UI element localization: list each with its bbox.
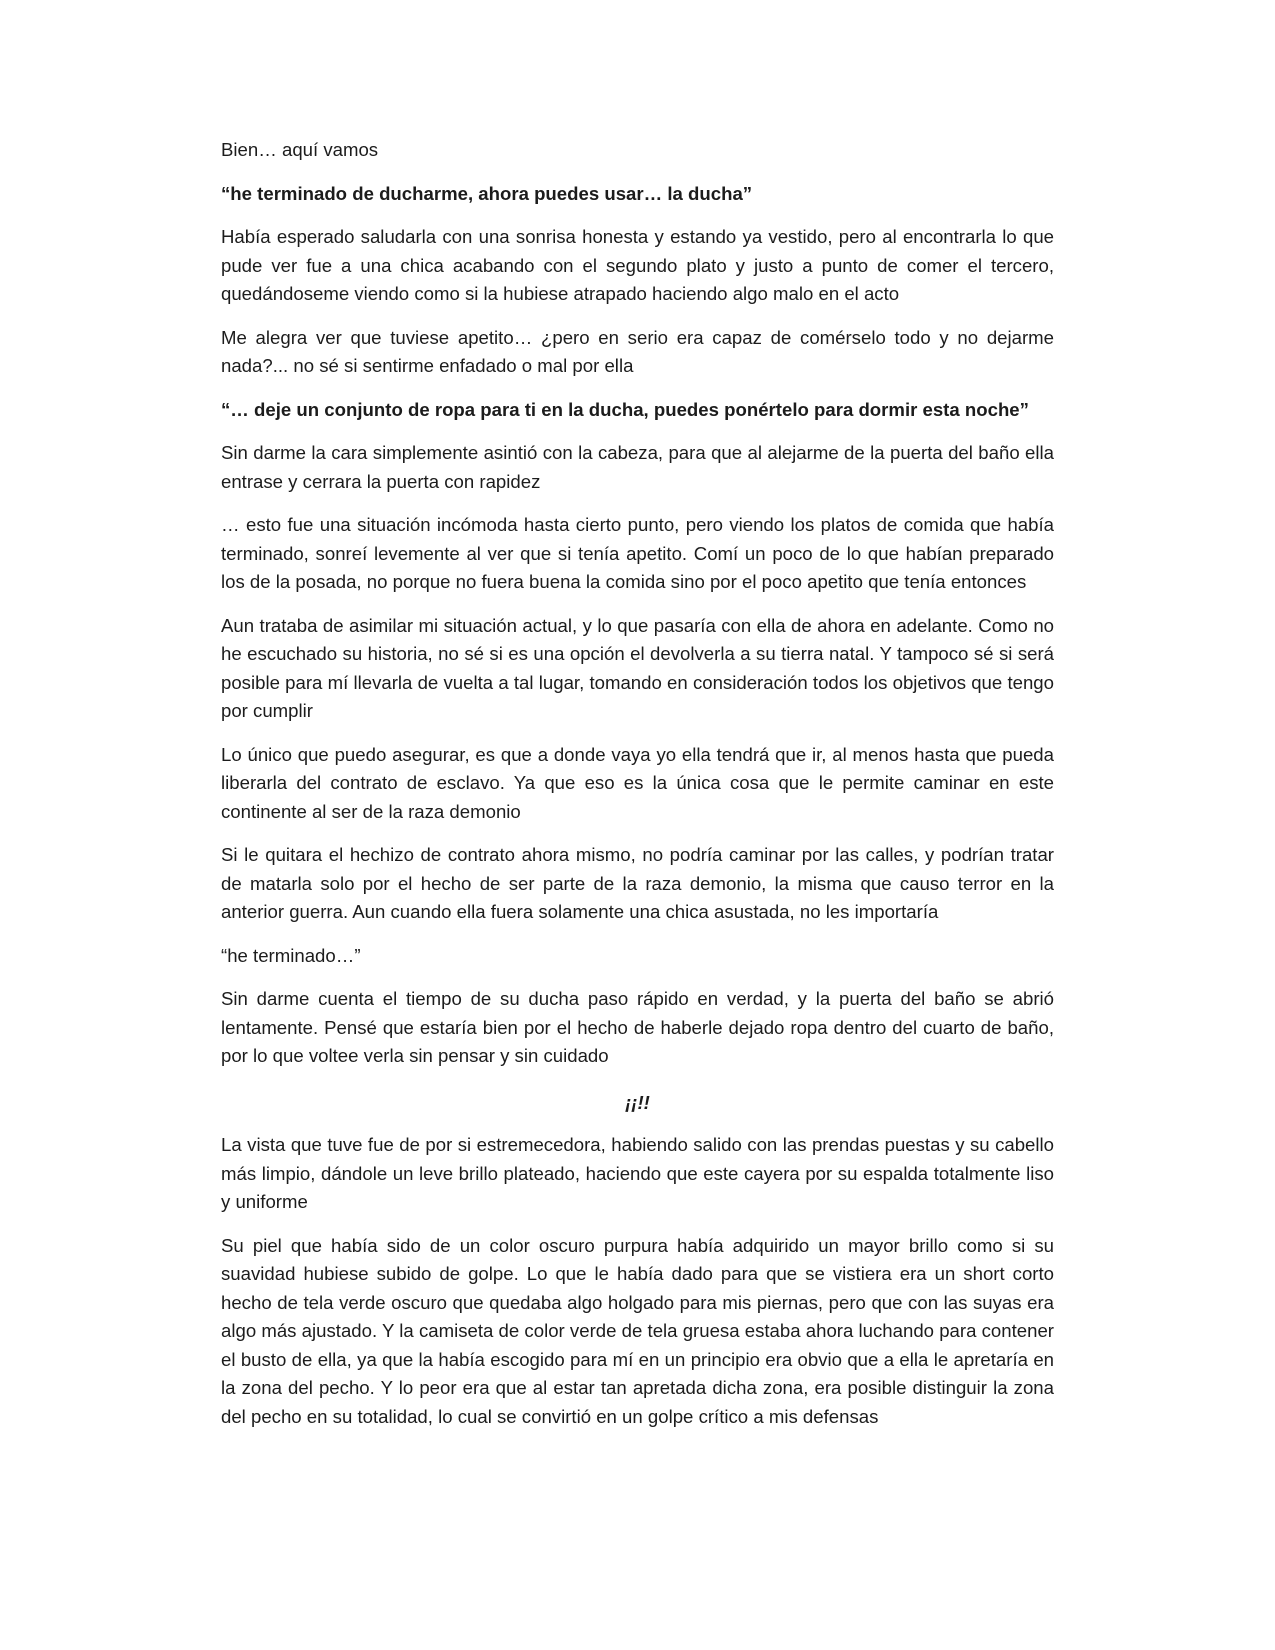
paragraph: … esto fue una situación incómoda hasta cierto punto, pero viendo los platos de comida que había terminado, sonreí levemente al ver que si tenía apetito. Comí un poco de lo que habían preparado los de la posada, no porque no fuera buena la comida sino por el poco apetito que tenía entonces	[221, 514, 1054, 592]
paragraph: Me alegra ver que tuviese apetito… ¿pero en serio era capaz de comérselo todo y no dejarme nada?... no sé si sentirme enfadado o mal por ella	[221, 326, 1054, 376]
paragraph: Aun trataba de asimilar mi situación actual, y lo que pasaría con ella de ahora en adelante. Como no he escuchado su historia, no sé si es una opción el devolverla a su tierra natal. Y tampoco sé si será posible para mí llevarla de vuelta a tal lugar, tomando en consideración todos los objetivos que tengo por cumplir	[221, 614, 1054, 721]
dialogue-line: “he terminado…”	[221, 944, 361, 966]
paragraph: Había esperado saludarla con una sonrisa honesta y estando ya vestido, pero al encontrarla lo que pude ver fue a una chica acabando con el segundo plato y justo a punto de comer el tercero, quedándoseme viendo como si la hubiese atrapado haciendo algo malo en el acto	[221, 226, 1054, 304]
dialogue-line: “… deje un conjunto de ropa para ti en la ducha, puedes ponértelo para dormir esta noche”	[221, 398, 1029, 420]
paragraph: Si le quitara el hechizo de contrato ahora mismo, no podría caminar por las calles, y podrían tratar de matarla solo por el hecho de ser parte de la raza demonio, la misma que causo terror en la anterior guerra. Aun cuando ella fuera solamente una chica asustada, no les importaría	[221, 844, 1054, 922]
dialogue-line: “he terminado de ducharme, ahora puedes usar… la ducha”	[221, 182, 753, 204]
exclamation-marker: ¡¡!!	[625, 1091, 650, 1113]
paragraph-intro: Bien… aquí vamos	[221, 139, 379, 160]
paragraph: Sin darme cuenta el tiempo de su ducha paso rápido en verdad, y la puerta del baño se abrió lentamente. Pensé que estaría bien por el hecho de haberle dejado ropa dentro del cuarto de baño, por lo que voltee verla sin pensar y sin cuidado	[221, 988, 1054, 1066]
paragraph: Lo único que puedo asegurar, es que a donde vaya yo ella tendrá que ir, al menos hasta que pueda liberarla del contrato de esclavo. Ya que eso es la única cosa que le permite caminar en este continente al ser de la raza demonio	[221, 743, 1054, 822]
page-body	[221, 136, 1054, 1446]
paragraph: La vista que tuve fue de por si estremecedora, habiendo salido con las prendas puestas y su cabello más limpio, dándole un leve brillo plateado, haciendo que este cayera por su espalda totalmente liso y uniforme	[221, 1134, 1054, 1212]
paragraph: Sin darme la cara simplemente asintió con la cabeza, para que al alejarme de la puerta del baño ella entrase y cerrara la puerta con rapidez	[221, 442, 1054, 492]
paragraph: Su piel que había sido de un color oscuro purpura había adquirido un mayor brillo como si su suavidad hubiese subido de golpe. Lo que le había dado para que se vistiera era un short corto hecho de tela verde oscuro que quedaba algo holgado para mis piernas, pero que con las suyas era algo más ajustado. Y la camiseta de color verde de tela gruesa estaba ahora luchando para contener el busto de ella, ya que la había escogido para mí en un principio era obvio que a ella le apretaría en la zona del pecho. Y lo peor era que al estar tan apretada dicha zona, era posible distinguir la zona del pecho en su totalidad, lo cual se convirtió en un golpe crítico a mis defensas	[221, 1234, 1054, 1427]
